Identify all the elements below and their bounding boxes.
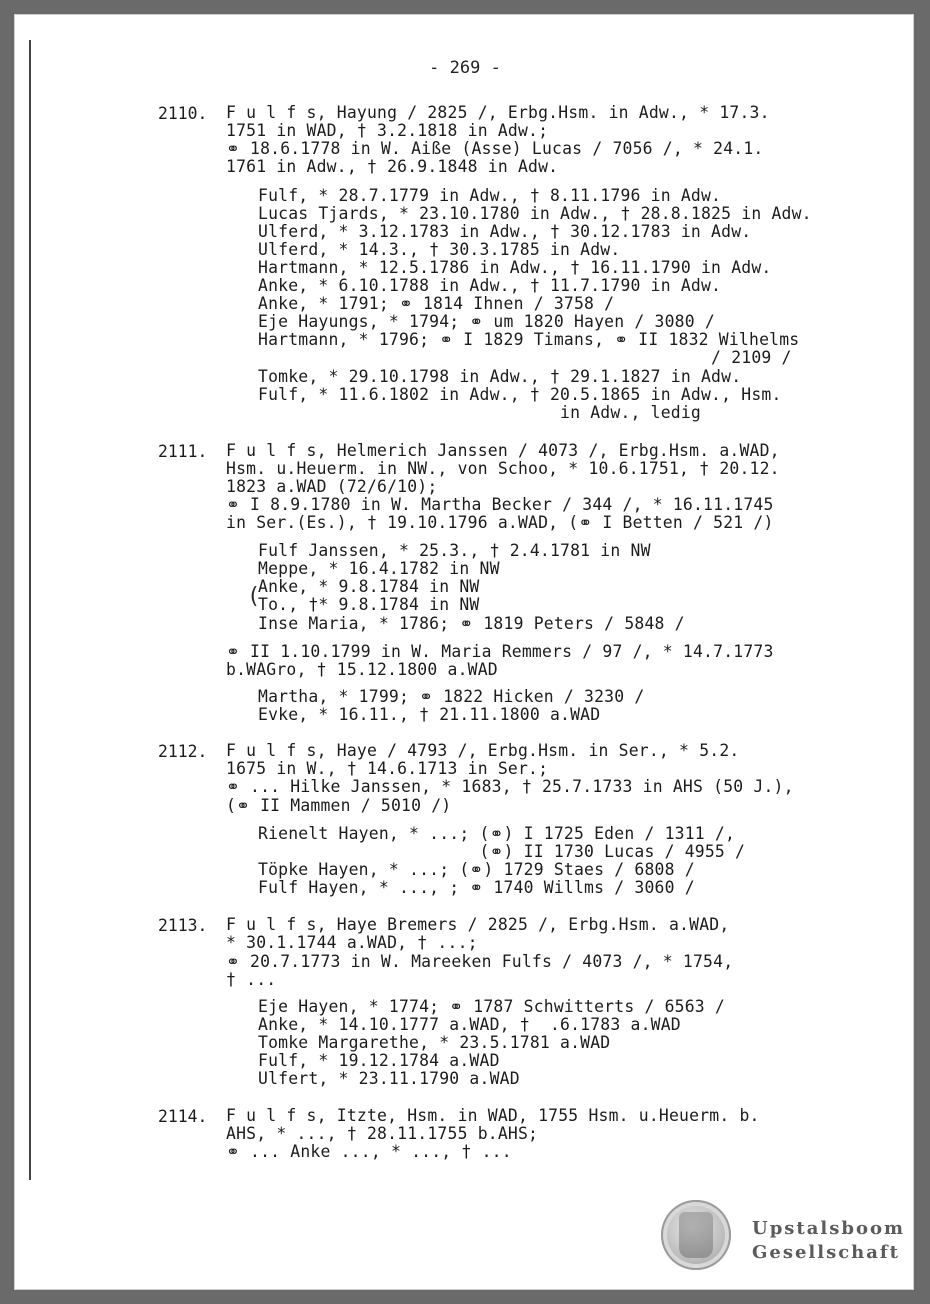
child-line: Martha, * 1799; ⚭ 1822 Hicken / 3230 /: [258, 687, 645, 706]
child-line: Ulferd, * 14.3., † 30.3.1785 in Adw.: [258, 240, 621, 259]
child-line: To., †* 9.8.1784 in NW: [258, 595, 480, 614]
child-line: Fulf, * 11.6.1802 in Adw., † 20.5.1865 in Adw., Hsm.: [258, 385, 782, 404]
entry-number: 2112.: [158, 742, 208, 761]
child-line: Ulferd, * 3.12.1783 in Adw., † 30.12.1783 in Adw.: [258, 222, 752, 241]
child-line: in Adw., ledig: [258, 403, 701, 422]
entry-number: 2113.: [158, 916, 208, 935]
child-line: Eje Hayen, * 1774; ⚭ 1787 Schwitterts / 6563 /: [258, 997, 725, 1016]
entry-line: ⚭ 20.7.1773 in W. Mareeken Fulfs / 4073 /, * 1754,: [226, 952, 734, 971]
child-line: Tomke, * 29.10.1798 in Adw., † 29.1.1827 in Adw.: [258, 367, 742, 386]
entry-line: † ...: [226, 970, 277, 989]
entry-line: F u l f s, Haye / 4793 /, Erbg.Hsm. in Ser., * 5.2.: [226, 741, 740, 760]
entry-number: 2110.: [158, 104, 208, 123]
child-line: Töpke Hayen, * ...; (⚭) 1729 Staes / 6808 /: [258, 860, 695, 879]
entry-line: 1761 in Adw., † 26.9.1848 in Adw.: [226, 157, 559, 176]
margin-rule: [29, 40, 31, 1180]
brand-name-line1: Upstalsboom: [752, 1218, 906, 1239]
child-line: / 2109 /: [258, 348, 792, 367]
child-line: (⚭) II 1730 Lucas / 4955 /: [258, 842, 746, 861]
entry-line: AHS, * ..., † 28.11.1755 b.AHS;: [226, 1124, 539, 1143]
page-number: - 269 -: [429, 58, 501, 78]
child-line: Anke, * 9.8.1784 in NW: [258, 577, 480, 596]
child-line: Anke, * 1791; ⚭ 1814 Ihnen / 3758 /: [258, 294, 615, 313]
child-line: Hartmann, * 1796; ⚭ I 1829 Timans, ⚭ II 1832 Wilhelms: [258, 330, 800, 349]
child-line: Eje Hayungs, * 1794; ⚭ um 1820 Hayen / 3080 /: [258, 312, 715, 331]
entry-line: (⚭ II Mammen / 5010 /): [226, 796, 452, 815]
entry-line: ⚭ 18.6.1778 in W. Aiße (Asse) Lucas / 7056 /, * 24.1.: [226, 139, 764, 158]
entry-line: ⚭ ... Anke ..., * ..., † ...: [226, 1142, 512, 1161]
entry-line: 1675 in W., † 14.6.1713 in Ser.;: [226, 759, 549, 778]
child-line: Fulf Janssen, * 25.3., † 2.4.1781 in NW: [258, 541, 651, 560]
entry-line: F u l f s, Hayung / 2825 /, Erbg.Hsm. in Adw., * 17.3.: [226, 103, 770, 122]
child-line: Tomke Margarethe, * 23.5.1781 a.WAD: [258, 1033, 611, 1052]
child-line: Anke, * 6.10.1788 in Adw., † 11.7.1790 in Adw.: [258, 276, 722, 295]
entry-line: F u l f s, Helmerich Janssen / 4073 /, Erbg.Hsm. a.WAD,: [226, 441, 780, 460]
entry-line: b.WAGro, † 15.12.1800 a.WAD: [226, 660, 498, 679]
entry-line: F u l f s, Itzte, Hsm. in WAD, 1755 Hsm. u.Heuerm. b.: [226, 1106, 760, 1125]
child-line: Fulf, * 19.12.1784 a.WAD: [258, 1051, 500, 1070]
entry-number: 2111.: [158, 442, 208, 461]
entry-number: 2114.: [158, 1107, 208, 1126]
child-line: Inse Maria, * 1786; ⚭ 1819 Peters / 5848 /: [258, 614, 685, 633]
child-line: Fulf Hayen, * ..., ; ⚭ 1740 Willms / 3060 /: [258, 878, 695, 897]
entry-line: Hsm. u.Heuerm. in NW., von Schoo, * 10.6.1751, † 20.12.: [226, 459, 780, 478]
entry-line: 1823 a.WAD (72/6/10);: [226, 477, 438, 496]
child-line: Meppe, * 16.4.1782 in NW: [258, 559, 500, 578]
entry-line: 1751 in WAD, † 3.2.1818 in Adw.;: [226, 121, 549, 140]
twin-brace-icon: (: [247, 584, 261, 609]
entry-line: F u l f s, Haye Bremers / 2825 /, Erbg.Hsm. a.WAD,: [226, 915, 730, 934]
child-line: Evke, * 16.11., † 21.11.1800 a.WAD: [258, 705, 601, 724]
child-line: Lucas Tjards, * 23.10.1780 in Adw., † 28.8.1825 in Adw.: [258, 204, 812, 223]
society-seal-icon: [661, 1200, 731, 1270]
entry-line: in Ser.(Es.), † 19.10.1796 a.WAD, (⚭ I Betten / 521 /): [226, 513, 774, 532]
entry-line: ⚭ II 1.10.1799 in W. Maria Remmers / 97 /, * 14.7.1773: [226, 642, 774, 661]
child-line: Rienelt Hayen, * ...; (⚭) I 1725 Eden / 1311 /,: [258, 824, 736, 843]
entry-line: ⚭ ... Hilke Janssen, * 1683, † 25.7.1733 in AHS (50 J.),: [226, 777, 794, 796]
brand-name-line2: Gesellschaft: [752, 1242, 900, 1263]
child-line: Fulf, * 28.7.1779 in Adw., † 8.11.1796 in Adw.: [258, 186, 722, 205]
child-line: Anke, * 14.10.1777 a.WAD, † .6.1783 a.WAD: [258, 1015, 681, 1034]
entry-line: * 30.1.1744 a.WAD, † ...;: [226, 933, 478, 952]
child-line: Hartmann, * 12.5.1786 in Adw., † 16.11.1790 in Adw.: [258, 258, 772, 277]
child-line: Ulfert, * 23.11.1790 a.WAD: [258, 1069, 520, 1088]
entry-line: ⚭ I 8.9.1780 in W. Martha Becker / 344 /, * 16.11.1745: [226, 495, 774, 514]
